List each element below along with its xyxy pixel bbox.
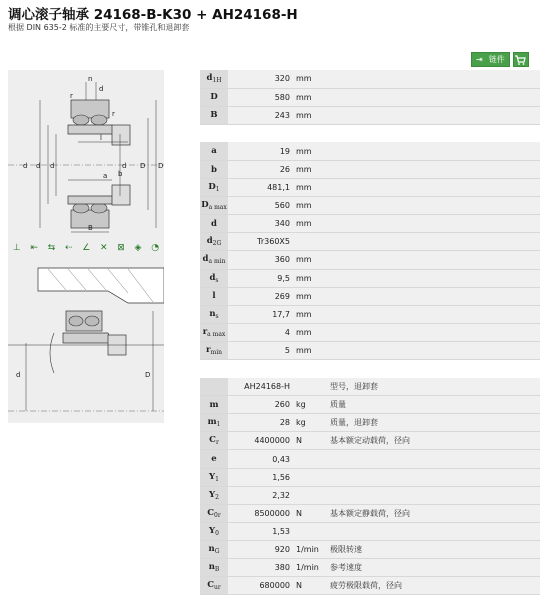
misalignment-icon: ✕ — [100, 243, 108, 253]
label-width-b: B — [88, 224, 93, 232]
param-symbol — [200, 251, 228, 269]
table-row — [200, 486, 540, 504]
table-spacer — [200, 124, 540, 142]
param-symbol-main: d — [202, 254, 209, 265]
page-subtitle: 根据 DIN 635-2 标准的主要尺寸，带锥孔和退卸套 — [8, 23, 190, 32]
table-row — [200, 559, 540, 577]
param-unit: mm — [294, 70, 330, 88]
param-description — [330, 305, 540, 323]
param-symbol — [200, 70, 228, 88]
table-row — [200, 341, 540, 359]
label-r1: r — [112, 110, 115, 118]
param-symbol-subscript: 0r — [214, 511, 221, 519]
radial-load-icon: ⊥ — [12, 243, 21, 253]
param-symbol-subscript: ur — [214, 584, 221, 592]
param-symbol — [200, 106, 228, 124]
param-description — [330, 106, 540, 124]
param-symbol — [200, 486, 228, 504]
param-symbol — [200, 432, 228, 450]
param-value: 920 — [228, 540, 294, 558]
label-l: l — [100, 134, 102, 142]
param-unit: mm — [294, 269, 330, 287]
label-a: a — [103, 172, 108, 180]
param-value: 1,56 — [228, 468, 294, 486]
param-unit: mm — [294, 251, 330, 269]
table-row — [200, 215, 540, 233]
param-symbol-main: D — [208, 182, 216, 193]
param-symbol-main: Y — [209, 471, 216, 482]
param-symbol-subscript: 1H — [212, 77, 222, 85]
param-value: 560 — [228, 197, 294, 215]
param-symbol-main: b — [211, 164, 217, 175]
label-b: b — [118, 170, 123, 178]
param-value: 320 — [228, 70, 294, 88]
param-description: 质量 — [330, 396, 540, 414]
param-description — [330, 287, 540, 305]
param-symbol-subscript: G — [214, 547, 220, 555]
param-symbol-main: r — [206, 344, 211, 355]
table-row — [200, 450, 540, 468]
param-description — [330, 522, 540, 540]
label-d2: d — [23, 162, 28, 170]
toolbar — [471, 52, 529, 67]
specification-table-body — [200, 70, 540, 595]
param-value: 5 — [228, 341, 294, 359]
axial-load-icon: ⇤ — [30, 243, 38, 253]
property-icon-bar — [8, 238, 164, 258]
param-unit: mm — [294, 341, 330, 359]
param-unit: mm — [294, 215, 330, 233]
param-value: 17,7 — [228, 305, 294, 323]
specification-table — [200, 70, 540, 595]
param-symbol-subscript: 2 — [215, 493, 219, 501]
param-unit — [294, 486, 330, 504]
param-symbol — [200, 160, 228, 178]
param-value: 243 — [228, 106, 294, 124]
param-value: 4 — [228, 323, 294, 341]
param-symbol — [200, 540, 228, 558]
table-row — [200, 504, 540, 522]
table-spacer — [200, 360, 540, 378]
param-symbol-subscript: min — [210, 348, 222, 356]
param-description: 极限转速 — [330, 540, 540, 558]
label-outer-da: D — [145, 371, 151, 379]
table-row — [200, 468, 540, 486]
param-symbol-main: C — [207, 580, 215, 591]
label-ds: d — [99, 85, 104, 93]
param-symbol-main: e — [211, 454, 217, 465]
table-row — [200, 305, 540, 323]
param-symbol — [200, 522, 228, 540]
param-unit: mm — [294, 287, 330, 305]
param-symbol — [200, 468, 228, 486]
param-symbol — [200, 269, 228, 287]
param-symbol-main: d — [211, 218, 217, 229]
table-row — [200, 142, 540, 160]
table-row — [200, 233, 540, 251]
param-value: 269 — [228, 287, 294, 305]
cart-icon — [515, 55, 526, 65]
param-value: 481,1 — [228, 179, 294, 197]
cart-button[interactable] — [513, 52, 529, 67]
table-row — [200, 396, 540, 414]
label-ns: n — [88, 75, 93, 83]
param-description: 疲劳极限载荷，径向 — [330, 577, 540, 595]
param-symbol-main: D — [201, 200, 209, 211]
param-symbol-main: C — [209, 435, 216, 446]
drawing-panel — [8, 70, 164, 423]
param-value: Tr360X5 — [228, 233, 294, 251]
param-symbol-subscript: a max — [207, 330, 226, 338]
table-row — [200, 197, 540, 215]
param-unit: kg — [294, 414, 330, 432]
page-title: 调心滚子轴承 24168-B-K30 + AH24168-H — [8, 7, 298, 23]
param-unit — [294, 468, 330, 486]
param-symbol-main: B — [210, 110, 218, 121]
param-symbol-main: l — [212, 291, 216, 302]
param-value: 340 — [228, 215, 294, 233]
param-symbol-subscript: B — [214, 566, 220, 574]
param-unit: 1/min — [294, 559, 330, 577]
param-description — [330, 70, 540, 88]
table-row — [200, 88, 540, 106]
param-value: AH24168-H — [228, 378, 294, 396]
table-row — [200, 432, 540, 450]
param-symbol-main: d — [206, 236, 213, 247]
param-symbol — [200, 378, 228, 396]
mounting-dimensions-drawing — [8, 263, 164, 423]
bearing-cross-section-drawing — [8, 70, 164, 235]
param-symbol — [200, 323, 228, 341]
param-symbol-main: n — [208, 543, 215, 554]
label-d1: D — [140, 162, 146, 170]
rotation-icon: ⊠ — [117, 243, 125, 253]
param-value: 2,32 — [228, 486, 294, 504]
param-unit: kg — [294, 396, 330, 414]
table-row — [200, 269, 540, 287]
param-value: 680000 — [228, 577, 294, 595]
angle-icon: ∠ — [82, 243, 91, 253]
param-description — [330, 160, 540, 178]
param-symbol — [200, 450, 228, 468]
param-value: 260 — [228, 396, 294, 414]
fixed-bearing-icon: ⇆ — [47, 243, 56, 253]
param-value: 9,5 — [228, 269, 294, 287]
param-unit: mm — [294, 88, 330, 106]
label-d: d — [36, 162, 41, 170]
param-unit: N — [294, 577, 330, 595]
param-unit: mm — [294, 179, 330, 197]
param-unit — [294, 233, 330, 251]
param-value: 26 — [228, 160, 294, 178]
param-description: 基本额定静载荷，径向 — [330, 504, 540, 522]
param-value: 580 — [228, 88, 294, 106]
param-unit — [294, 522, 330, 540]
param-symbol — [200, 287, 228, 305]
param-symbol-subscript: r — [215, 439, 219, 447]
param-symbol-subscript: 1 — [215, 475, 219, 483]
param-symbol — [200, 559, 228, 577]
label-r-top: r — [70, 92, 73, 100]
param-symbol-main: D — [210, 92, 218, 103]
param-unit: mm — [294, 106, 330, 124]
param-symbol-main: Y — [209, 525, 216, 536]
param-value: 8500000 — [228, 504, 294, 522]
param-unit: mm — [294, 142, 330, 160]
label-d2g: d — [122, 162, 127, 170]
param-symbol — [200, 179, 228, 197]
param-description: 基本额定动载荷，径向 — [330, 432, 540, 450]
table-row — [200, 323, 540, 341]
table-row — [200, 179, 540, 197]
param-symbol-subscript: a min — [208, 258, 226, 266]
param-symbol — [200, 504, 228, 522]
param-value: 0,43 — [228, 450, 294, 468]
param-description — [330, 233, 540, 251]
param-symbol-main: d — [209, 272, 216, 283]
table-row — [200, 106, 540, 124]
param-symbol-main: C — [207, 507, 215, 518]
param-symbol — [200, 577, 228, 595]
speed-icon: ◈ — [134, 243, 142, 253]
param-unit — [294, 450, 330, 468]
param-description — [330, 468, 540, 486]
label-da: d — [16, 371, 21, 379]
lubrication-icon: ◔ — [151, 243, 160, 253]
param-symbol — [200, 233, 228, 251]
param-symbol — [200, 305, 228, 323]
table-row — [200, 378, 540, 396]
param-symbol — [200, 215, 228, 233]
param-symbol — [200, 88, 228, 106]
param-description — [330, 486, 540, 504]
param-value: 360 — [228, 251, 294, 269]
param-symbol-main: a — [211, 146, 217, 157]
param-symbol — [200, 414, 228, 432]
attachment-button[interactable] — [471, 52, 510, 67]
param-symbol-main: r — [202, 326, 208, 337]
param-description — [330, 88, 540, 106]
table-row — [200, 160, 540, 178]
param-unit — [294, 378, 330, 396]
table-row — [200, 251, 540, 269]
label-outer-d: D — [158, 162, 164, 170]
param-unit: mm — [294, 197, 330, 215]
param-description — [330, 142, 540, 160]
label-d1h: d — [50, 162, 55, 170]
param-symbol-main: n — [208, 562, 215, 573]
arrow-in-icon: ⇥ — [476, 55, 483, 64]
param-symbol-subscript: 0 — [215, 529, 219, 537]
param-symbol-main: n — [209, 308, 216, 319]
param-unit: mm — [294, 305, 330, 323]
param-symbol-subscript: 1 — [215, 186, 220, 194]
param-value: 19 — [228, 142, 294, 160]
param-value: 28 — [228, 414, 294, 432]
param-unit: mm — [294, 160, 330, 178]
param-description — [330, 450, 540, 468]
table-row — [200, 577, 540, 595]
param-symbol-main: Y — [209, 489, 216, 500]
param-symbol-subscript: s — [215, 276, 219, 284]
param-description — [330, 341, 540, 359]
param-symbol-main: m — [207, 417, 217, 428]
param-value: 380 — [228, 559, 294, 577]
table-row — [200, 287, 540, 305]
param-description: 型号，退卸套 — [330, 378, 540, 396]
param-description — [330, 179, 540, 197]
param-symbol-subscript: a max — [208, 204, 227, 212]
param-symbol-subscript: 1 — [216, 421, 221, 429]
param-unit: N — [294, 432, 330, 450]
table-row — [200, 70, 540, 88]
param-symbol — [200, 341, 228, 359]
param-description — [330, 251, 540, 269]
param-symbol-subscript: 2G — [212, 240, 222, 248]
param-symbol — [200, 396, 228, 414]
floating-bearing-icon: ⇠ — [64, 243, 73, 253]
param-symbol-subscript: s — [215, 312, 219, 320]
attachment-label: 链件 — [488, 55, 505, 64]
param-value: 4400000 — [228, 432, 294, 450]
param-symbol-main: m — [209, 399, 219, 410]
param-description — [330, 323, 540, 341]
table-row — [200, 540, 540, 558]
param-symbol-main: d — [206, 73, 213, 84]
param-description — [330, 269, 540, 287]
param-unit: mm — [294, 323, 330, 341]
table-row — [200, 414, 540, 432]
param-description — [330, 215, 540, 233]
table-row — [200, 522, 540, 540]
param-unit: N — [294, 504, 330, 522]
param-description: 质量，退卸套 — [330, 414, 540, 432]
param-value: 1,53 — [228, 522, 294, 540]
param-unit: 1/min — [294, 540, 330, 558]
param-description: 参考速度 — [330, 559, 540, 577]
param-symbol — [200, 197, 228, 215]
param-symbol — [200, 142, 228, 160]
param-description — [330, 197, 540, 215]
